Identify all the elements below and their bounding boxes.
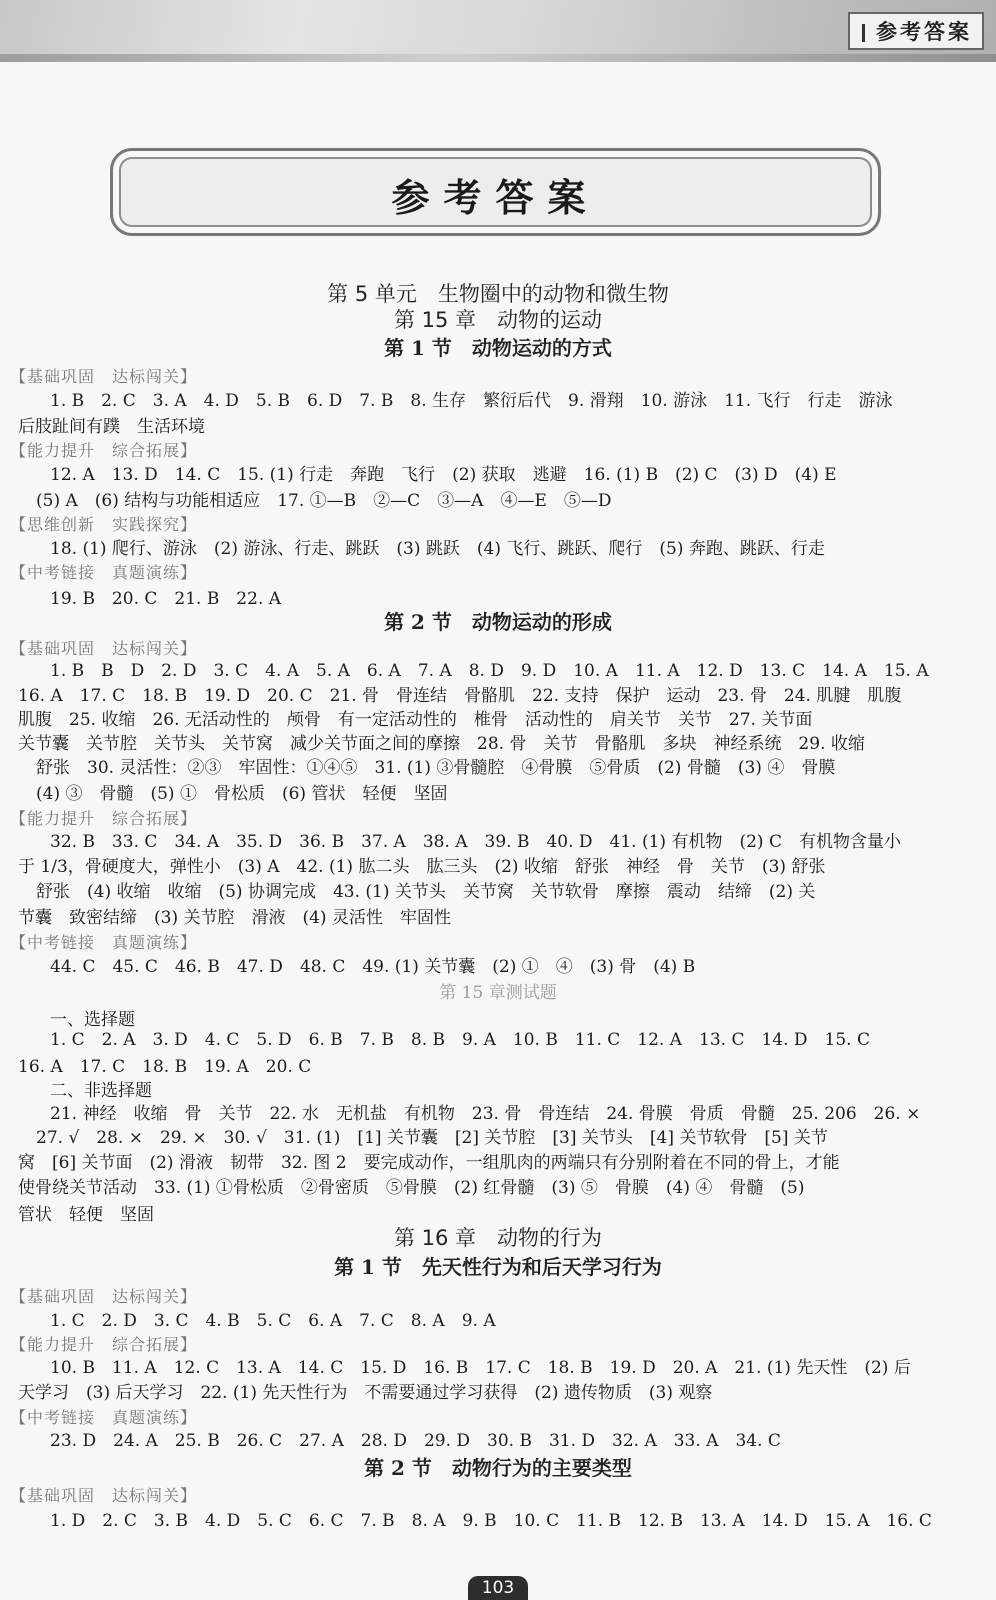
answer-line: 舒张 30. 灵活性：②③ 牢固性：①④⑤ 31. (1) ③骨髓腔 ④骨膜 ⑤骨质 (2) 骨髓 (3) ④ 骨膜: [36, 758, 836, 778]
answer-line: 16. A 17. C 18. B 19. D 20. C 21. 骨 骨连结 骨骼肌 22. 支持 保护 运动 23. 骨 24. 肌腱 肌腹: [18, 686, 902, 706]
tag-thinking: 【思维创新 实践探究】: [10, 515, 198, 534]
answer-line: 使骨绕关节活动 33. (1) ①骨松质 ②骨密质 ⑤骨膜 (2) 红骨髓 (3) ⑤ 骨膜 (4) ④ 骨髓 (5): [18, 1178, 805, 1198]
answer-line: (5) A (6) 结构与功能相适应 17. ①—B ②—C ③—A ④—E ⑤—D: [36, 491, 612, 511]
answer-line: 于 1/3，骨硬度大，弹性小 (3) A 42. (1) 肱二头 肱三头 (2) 收缩 舒张 神经 骨 关节 (3) 舒张: [18, 857, 826, 877]
unit-title: 第 5 单元 生物圈中的动物和微生物: [327, 282, 669, 306]
answer-line: 16. A 17. C 18. B 19. A 20. C: [18, 1057, 312, 1077]
answer-line: 1. D 2. C 3. B 4. D 5. C 6. C 7. B 8. A 9. B 10. C 11. B 12. B 13. A 14. D 15. A 16. C: [50, 1511, 932, 1531]
answer-line: 关节囊 关节腔 关节头 关节窝 减少关节面之间的摩擦 28. 骨 关节 骨骼肌 多块 神经系统 29. 收缩: [18, 734, 865, 754]
chapter-title-16: 第 16 章 动物的行为: [393, 1226, 603, 1250]
answer-line: 27. √ 28. × 29. × 30. √ 31. (1) [1] 关节囊 [2] 关节腔 [3] 关节头 [4] 关节软骨 [5] 关节: [36, 1128, 828, 1148]
test-title-15: 第 15 章测试题: [439, 983, 557, 1003]
answer-line: 1. C 2. D 3. C 4. B 5. C 6. A 7. C 8. A 9. A: [50, 1311, 496, 1331]
tag-ability: 【能力提升 综合拓展】: [10, 809, 198, 828]
answer-line: 节囊 致密结缔 (3) 关节腔 滑液 (4) 灵活性 牢固性: [18, 908, 451, 928]
page-title-box: [110, 148, 881, 236]
tag-exam: 【中考链接 真题演练】: [10, 933, 198, 952]
header-band: [0, 0, 996, 62]
answer-line: 管状 轻便 坚固: [18, 1205, 154, 1225]
section-title-16-2: 第 2 节 动物行为的主要类型: [364, 1456, 632, 1480]
section-title-15-1: 第 1 节 动物运动的方式: [384, 336, 612, 360]
answer-line: 10. B 11. A 12. C 13. A 14. C 15. D 16. B 17. C 18. B 19. D 20. A 21. (1) 先天性 (2) 后: [50, 1358, 911, 1378]
answer-line: 18. (1) 爬行、游泳 (2) 游泳、行走、跳跃 (3) 跳跃 (4) 飞行、跳跃、爬行 (5) 奔跑、跳跃、行走: [50, 539, 825, 559]
answer-line: 23. D 24. A 25. B 26. C 27. A 28. D 29. D 30. B 31. D 32. A 33. A 34. C: [50, 1431, 781, 1451]
tag-basic: 【基础巩固 达标闯关】: [10, 639, 198, 658]
answer-line: 19. B 20. C 21. B 22. A: [50, 589, 282, 609]
answer-line: 后肢趾间有蹼 生活环境: [18, 417, 205, 437]
answer-line: 21. 神经 收缩 骨 关节 22. 水 无机盐 有机物 23. 骨 骨连结 24. 骨膜 骨质 骨髓 25. 206 26. ×: [50, 1104, 921, 1124]
tag-basic: 【基础巩固 达标闯关】: [10, 367, 198, 386]
tag-ability: 【能力提升 综合拓展】: [10, 1335, 198, 1354]
section-title-16-1: 第 1 节 先天性行为和后天学习行为: [334, 1255, 662, 1279]
chapter-title-15: 第 15 章 动物的运动: [393, 308, 603, 332]
tag-exam: 【中考链接 真题演练】: [10, 563, 198, 582]
header-bar-icon: [862, 24, 870, 42]
answer-line: 32. B 33. C 34. A 35. D 36. B 37. A 38. A 39. B 40. D 41. (1) 有机物 (2) C 有机物含量小: [50, 832, 901, 852]
answer-line: 天学习 (3) 后天学习 22. (1) 先天性行为 不需要通过学习获得 (2) 遗传物质 (3) 观察: [18, 1383, 713, 1403]
answer-line: 1. B B D 2. D 3. C 4. A 5. A 6. A 7. A 8. D 9. D 10. A 11. A 12. D 13. C 14. A 15. A: [50, 661, 929, 681]
answer-line: 肌腹 25. 收缩 26. 无活动性的 颅骨 有一定活动性的 椎骨 活动性的 肩关节 关节 27. 关节面: [18, 710, 813, 730]
tag-ability: 【能力提升 综合拓展】: [10, 441, 198, 460]
answer-line: 12. A 13. D 14. C 15. (1) 行走 奔跑 飞行 (2) 获取 逃避 16. (1) B (2) C (3) D (4) E: [50, 465, 837, 485]
tag-exam: 【中考链接 真题演练】: [10, 1408, 198, 1427]
test-part-heading: 一、选择题: [50, 1010, 135, 1030]
header-label-text: 参考答案: [876, 20, 972, 44]
answer-line: 舒张 (4) 收缩 收缩 (5) 协调完成 43. (1) 关节头 关节窝 关节软骨 摩擦 震动 结缔 (2) 关: [36, 882, 816, 902]
answer-line: 1. C 2. A 3. D 4. C 5. D 6. B 7. B 8. B 9. A 10. B 11. C 12. A 13. C 14. D 15. C: [50, 1030, 870, 1050]
section-title-15-2: 第 2 节 动物运动的形成: [384, 610, 612, 634]
tag-basic: 【基础巩固 达标闯关】: [10, 1486, 198, 1505]
test-part-heading: 二、非选择题: [50, 1081, 152, 1101]
page-title: 参考答案: [391, 175, 600, 220]
answer-line: 1. B 2. C 3. A 4. D 5. B 6. D 7. B 8. 生存 繁衍后代 9. 滑翔 10. 游泳 11. 飞行 行走 游泳: [50, 391, 893, 411]
page-number: 103: [468, 1576, 528, 1600]
tag-basic: 【基础巩固 达标闯关】: [10, 1287, 198, 1306]
answer-line: (4) ③ 骨髓 (5) ① 骨松质 (6) 管状 轻便 坚固: [36, 784, 448, 804]
answer-line: 44. C 45. C 46. B 47. D 48. C 49. (1) 关节囊 (2) ① ④ (3) 骨 (4) B: [50, 957, 696, 977]
answer-line: 窝 [6] 关节面 (2) 滑液 韧带 32. 图 2 要完成动作，一组肌肉的两端只有分别附着在不同的骨上，才能: [18, 1153, 840, 1173]
header-section-label: [848, 12, 984, 50]
